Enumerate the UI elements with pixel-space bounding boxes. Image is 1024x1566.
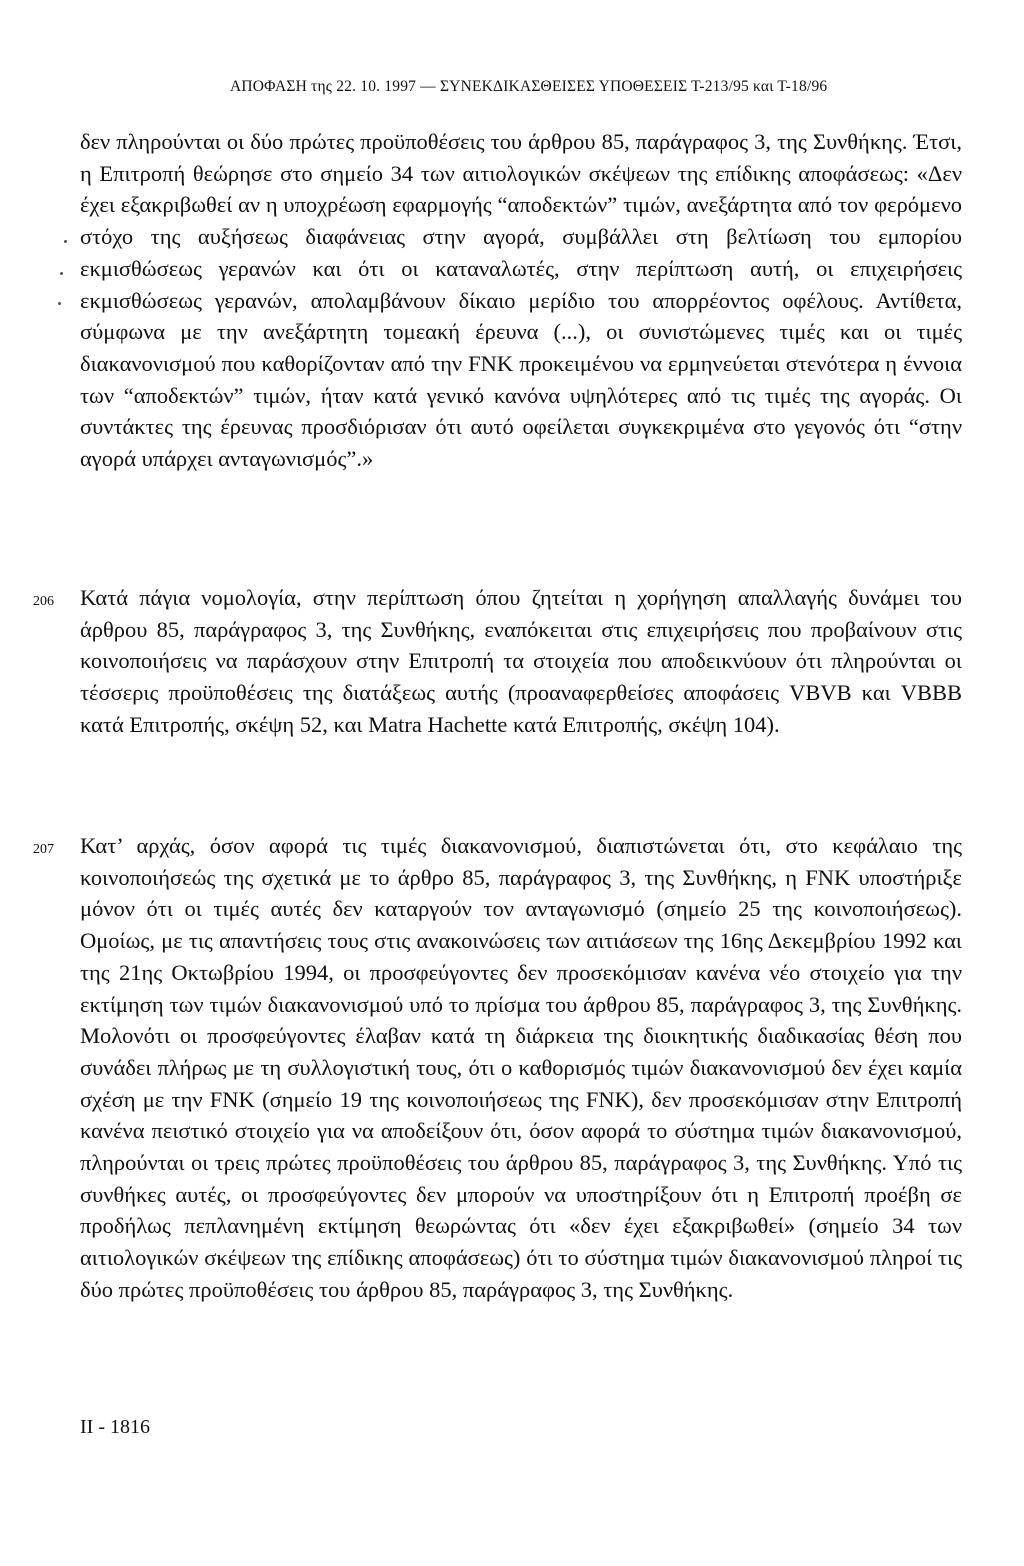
- paragraph-number: 207: [33, 842, 54, 857]
- running-header: ΑΠΟΦΑΣΗ της 22. 10. 1997 — ΣΥΝΕΚΔΙΚΑΣΘΕΙΣΕΣ ΥΠΟΘΕΣΕΙΣ Τ-213/95 και Τ-18/96: [230, 78, 828, 95]
- scan-speck: [64, 240, 67, 243]
- scan-speck: [58, 302, 61, 305]
- intro-paragraph: δεν πληρούνται οι δύο πρώτες προϋποθέσεις του άρθρου 85, παράγραφος 3, της Συνθήκης. Έτσι, η Επιτροπή θεώρησε στο σημείο 34 των αιτιολογικών σκέψεων της επίδικης αποφάσεως: «Δεν έχει εξακριβωθεί αν η υποχρέωση εφαρμογής “αποδεκτών” τιμών, ανεξάρτητα από τον φερόμενο στόχο της αυξήσεως διαφάνειας στην αγορά, συμβάλλει στη βελτίωση του εμπορίου εκμισθώσεως γερανών και ότι οι καταναλωτές, στην περίπτωση αυτή, οι επιχειρήσεις εκμισθώσεως γερανών, απολαμβάνουν δίκαιο μερίδιο του απορρέοντος οφέλους. Αντίθετα, σύμφωνα με την ανεξάρτητη τομεακή έρευνα (...), οι συνιστώμενες τιμές και οι τιμές διακανονισμού που καθορίζονταν από την FNK προκειμένου να ερμηνεύεται στενότερα η έννοια των “αποδεκτών” τιμών, ήταν κατά γενικό κανόνα υψηλότερες από τις τιμές της αγοράς. Οι συντάκτες της έρευνας προσδιόρισαν ότι αυτό οφείλεται συγκεκριμένα στο γεγονός ότι “στην αγορά υπάρχει ανταγωνισμός”.»: [80, 129, 962, 472]
- paragraph-number: 206: [33, 594, 54, 609]
- paragraph-207: Κατ’ αρχάς, όσον αφορά τις τιμές διακανονισμού, διαπιστώνεται ότι, στο κεφάλαιο της κοινοποιήσεώς της σχετικά με το άρθρο 85, παράγραφος 3, της Συνθήκης, η FNK υποστήριξε μόνον ότι οι τιμές αυτές δεν καταργούν τον ανταγωνισμό (σημείο 25 της κοινοποιήσεως). Ομοίως, με τις απαντήσεις τους στις ανακοινώσεις των αιτιάσεων της 16ης Δεκεμβρίου 1992 και της 21ης Οκτωβρίου 1994, οι προσφεύγοντες δεν προσεκόμισαν κανένα νέο στοιχείο για την εκτίμηση των τιμών διακανονισμού υπό το πρίσμα του άρθρου 85, παράγραφος 3, της Συνθήκης. Μολονότι οι προσφεύγοντες έλαβαν κατά τη διάρκεια της διοικητικής διαδικασίας θέση που συνάδει πλήρως με τη συλλογιστική τους, ότι ο καθορισμός τιμών διακανονισμού δεν έχει καμία σχέση με την FNK (σημείο 19 της κοινοποιήσεως της FNK), δεν προσεκόμισαν στην Επιτροπή κανένα πειστικό στοιχείο για να αποδείξουν ότι, όσον αφορά το σύστημα τιμών διακανονισμού, πληρούνται οι τρεις πρώτες προϋποθέσεις του άρθρου 85, παράγραφος 3, της Συνθήκης. Υπό τις συνθήκες αυτές, οι προσφεύγοντες δεν μπορούν να υποστηρίξουν ότι η Επιτροπή προέβη σε προδήλως πεπλανημένη εκτίμηση θεωρώντας ότι «δεν έχει εξακριβωθεί» (σημείο 34 των αιτιολογικών σκέψεων της επίδικης αποφάσεως) ότι το σύστημα τιμών διακανονισμού πληροί τις δύο πρώτες προϋποθέσεις του άρθρου 85, παράγραφος 3, της Συνθήκης.: [80, 833, 962, 1302]
- page-number: II - 1816: [80, 1416, 150, 1438]
- scan-speck: [60, 272, 63, 275]
- paragraph-206: Κατά πάγια νομολογία, στην περίπτωση όπου ζητείται η χορήγηση απαλλαγής δυνάμει του άρθρου 85, παράγραφος 3, της Συνθήκης, εναπόκειται στις επιχειρήσεις που προβαίνουν στις κοινοποιήσεις να παράσχουν στην Επιτροπή τα στοιχεία που αποδεικνύουν ότι πληρούνται οι τέσσερις προϋποθέσεις της διατάξεως αυτής (προαναφερθείσες αποφάσεις VBVB και VBBB κατά Επιτροπής, σκέψη 52, και Matra Hachette κατά Επιτροπής, σκέψη 104).: [80, 585, 962, 737]
